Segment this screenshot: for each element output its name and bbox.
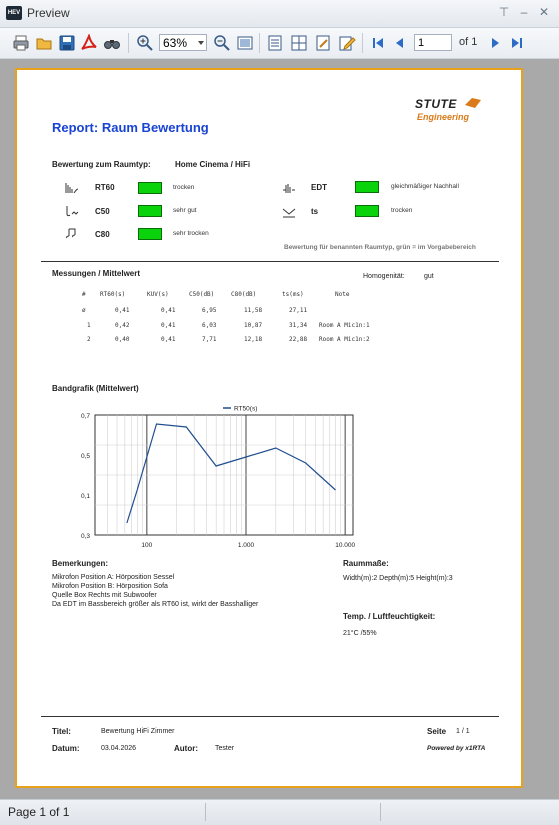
x-tick-label: 100 xyxy=(141,542,153,549)
y-tick-label: 0,3 xyxy=(80,533,90,540)
y-tick-label: 0,7 xyxy=(80,413,90,420)
edit-icon[interactable] xyxy=(338,34,356,52)
status-separator xyxy=(380,803,381,821)
footer-datum-label: Datum: xyxy=(52,744,80,753)
table-cell: 0,41 xyxy=(161,336,176,343)
table-cell: Room A Mic1n:1 xyxy=(319,322,370,329)
first-page-icon[interactable] xyxy=(369,34,387,52)
footer-titel-label: Titel: xyxy=(52,727,71,736)
minimize-button[interactable]: – xyxy=(520,5,528,19)
chart-grid xyxy=(95,415,353,535)
bewertung-heading: Bewertung zum Raumtyp: xyxy=(52,160,151,169)
next-page-icon[interactable] xyxy=(486,34,504,52)
prev-page-icon[interactable] xyxy=(391,34,409,52)
table-cell: 27,11 xyxy=(289,307,308,314)
rt60-icon xyxy=(65,182,79,194)
table-header-cell: # xyxy=(82,291,86,298)
zoom-in-icon[interactable] xyxy=(136,34,154,52)
toolbar-separator xyxy=(259,33,260,53)
pdf-icon[interactable] xyxy=(80,34,98,52)
multi-page-icon[interactable] xyxy=(290,34,308,52)
rating-note-ts: trocken xyxy=(391,207,413,214)
divider xyxy=(41,261,499,262)
last-page-icon[interactable] xyxy=(508,34,526,52)
table-cell: ø xyxy=(82,307,86,314)
table-cell: 7,71 xyxy=(202,336,217,343)
bemerkungen-heading: Bemerkungen: xyxy=(52,559,109,568)
report-page xyxy=(15,68,523,788)
bemerkung-line: Mikrofon Position B: Hörposition Sofa xyxy=(52,583,168,590)
room-type: Home Cinema / HiFi xyxy=(175,160,251,169)
window-title: Preview xyxy=(27,6,70,20)
rating-note-edt: gleichmäßiger Nachhall xyxy=(391,183,459,190)
rating-indicator-c50 xyxy=(138,205,162,217)
table-cell: Room A Mic1n:2 xyxy=(319,336,370,343)
page-setup-icon[interactable] xyxy=(314,34,332,52)
table-cell: 11,58 xyxy=(244,307,263,314)
rating-label-rt60: RT60 xyxy=(95,183,115,192)
homogenitaet-label: Homogenität: xyxy=(363,273,405,280)
band-chart xyxy=(41,398,361,560)
logo-subtext: Engineering xyxy=(417,112,470,122)
footer-divider xyxy=(41,716,499,717)
rating-note-rt60: trocken xyxy=(173,184,195,191)
footer-seite-label: Seite xyxy=(427,727,447,736)
page-count-label: of 1 xyxy=(459,36,478,48)
table-header-cell: RT60(s) xyxy=(100,291,126,298)
toolbar-separator xyxy=(362,33,363,53)
single-page-icon[interactable] xyxy=(266,34,284,52)
table-header-cell: C80(dB) xyxy=(231,291,257,298)
messungen-heading: Messungen / Mittelwert xyxy=(52,269,141,278)
table-header-cell: Note xyxy=(335,291,350,298)
raummasse-value: Width(m):2 Depth(m):5 Height(m):3 xyxy=(343,575,453,582)
bewertung-footnote: Bewertung für benannten Raumtyp, grün = im Vorgabebereich xyxy=(284,244,476,251)
rating-indicator-rt60 xyxy=(138,182,162,194)
chart-legend xyxy=(223,406,257,413)
table-cell: 1 xyxy=(87,322,91,329)
table-cell: 0,41 xyxy=(115,307,130,314)
find-icon[interactable] xyxy=(103,34,121,52)
print-icon[interactable] xyxy=(12,34,30,52)
edt-icon xyxy=(282,182,296,194)
page-view-icon[interactable] xyxy=(236,34,254,52)
close-button[interactable]: ✕ xyxy=(538,5,550,19)
ts-icon xyxy=(282,206,296,218)
page-number-value: 1 xyxy=(418,37,425,49)
toolbar xyxy=(0,28,559,59)
rating-label-ts: ts xyxy=(311,207,319,216)
rating-note-c80: sehr trocken xyxy=(173,230,209,237)
c80-icon xyxy=(65,227,79,239)
table-cell: 0,41 xyxy=(161,307,176,314)
table-cell: 0,40 xyxy=(115,336,130,343)
footer-autor-value: Tester xyxy=(215,745,235,752)
open-icon[interactable] xyxy=(35,34,53,52)
table-cell: 22,88 xyxy=(289,336,308,343)
toolbar-separator xyxy=(128,33,129,53)
logo-icon xyxy=(464,97,482,109)
rating-note-c50: sehr gut xyxy=(173,207,197,214)
temp-value: 21°C /55% xyxy=(343,630,377,637)
table-header-cell: C50(dB) xyxy=(189,291,215,298)
c50-icon xyxy=(65,205,79,217)
bemerkung-line: Mikrofon Position A: Hörposition Sessel xyxy=(52,574,175,581)
y-tick-label: 0,5 xyxy=(80,453,90,460)
report-title: Report: Raum Bewertung xyxy=(52,120,209,135)
raummasse-heading: Raummaße: xyxy=(343,559,389,568)
footer-seite-value: 1 / 1 xyxy=(456,728,470,735)
save-icon[interactable] xyxy=(58,34,76,52)
y-tick-label: 0,1 xyxy=(80,493,90,500)
chevron-down-icon xyxy=(198,41,204,45)
title-bar xyxy=(0,0,559,28)
zoom-out-icon[interactable] xyxy=(213,34,231,52)
table-cell: 31,34 xyxy=(289,322,308,329)
rating-indicator-ts xyxy=(355,205,379,217)
rating-label-c50: C50 xyxy=(95,207,110,216)
footer-autor-label: Autor: xyxy=(174,744,198,753)
rating-label-c80: C80 xyxy=(95,230,110,239)
bandgrafik-heading: Bandgrafik (Mittelwert) xyxy=(52,384,139,393)
table-header-cell: KUV(s) xyxy=(147,291,169,298)
page-number-input[interactable] xyxy=(414,34,452,51)
table-cell: 6,03 xyxy=(202,322,217,329)
table-cell: 0,42 xyxy=(115,322,130,329)
app-icon: HEV xyxy=(6,6,22,20)
rating-indicator-edt xyxy=(355,181,379,193)
x-tick-label: 10.000 xyxy=(335,542,356,549)
zoom-value: 63% xyxy=(163,36,188,50)
status-separator xyxy=(205,803,206,821)
table-cell: 12,18 xyxy=(244,336,263,343)
rating-label-edt: EDT xyxy=(311,183,327,192)
status-bar xyxy=(0,799,559,825)
table-header-cell: ts(ms) xyxy=(282,291,304,298)
rating-indicator-c80 xyxy=(138,228,162,240)
preview-viewport[interactable] xyxy=(0,59,559,799)
table-cell: 6,95 xyxy=(202,307,217,314)
zoom-select[interactable] xyxy=(159,34,207,51)
logo-text: STUTE xyxy=(415,97,457,111)
powered-by: Powered by x1RTA xyxy=(427,745,486,752)
homogenitaet-value: gut xyxy=(424,273,434,280)
legend-label: RT50(s) xyxy=(234,405,258,413)
status-text: Page 1 of 1 xyxy=(8,805,70,819)
bemerkung-line: Quelle Box Rechts mit Subwoofer xyxy=(52,592,157,599)
table-cell: 0,41 xyxy=(161,322,176,329)
x-tick-label: 1.000 xyxy=(237,542,255,549)
bemerkung-line: Da EDT im Bassbereich größer als RT60 ist, wirkt der Basshalliger xyxy=(52,601,259,608)
pin-icon[interactable]: ⊤ xyxy=(498,5,510,19)
table-cell: 2 xyxy=(87,336,91,343)
temp-heading: Temp. / Luftfeuchtigkeit: xyxy=(343,612,436,621)
footer-datum-value: 03.04.2026 xyxy=(101,745,137,752)
table-cell: 10,87 xyxy=(244,322,263,329)
footer-titel-value: Bewertung HiFi Zimmer xyxy=(101,728,175,735)
